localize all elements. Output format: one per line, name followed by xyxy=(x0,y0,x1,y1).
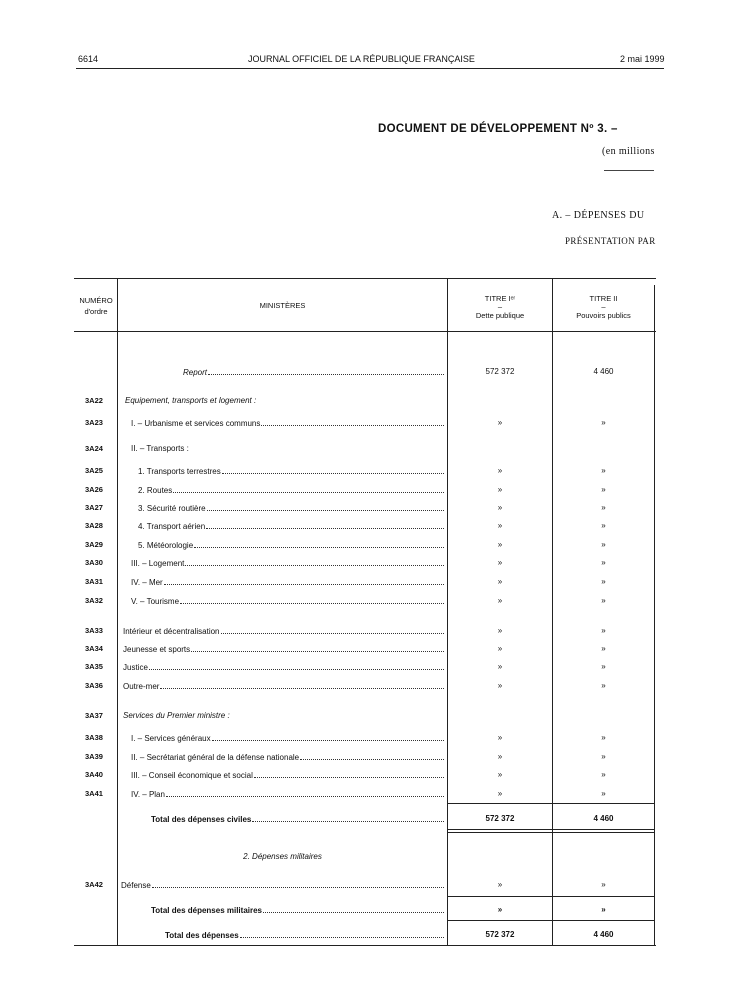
table-row xyxy=(0,733,731,747)
row-code: 3A28 xyxy=(85,521,103,530)
table-header-rule xyxy=(74,331,656,332)
row-value-titre1: » xyxy=(497,577,503,586)
table-row xyxy=(0,485,731,499)
table-row xyxy=(0,905,731,919)
header-titre2 xyxy=(553,293,654,321)
row-label: II. – Secrétariat général de la défense nationale xyxy=(131,752,444,762)
table-row xyxy=(0,503,731,517)
row-value-titre2: 4 460 xyxy=(593,367,614,376)
row-value-titre2: » xyxy=(601,466,606,475)
section-subheading: PRÉSENTATION PAR xyxy=(565,236,656,246)
row-label: 2. Routes xyxy=(138,485,444,495)
table-row xyxy=(0,396,731,410)
row-value-titre2: » xyxy=(601,485,606,494)
row-label: Intérieur et décentralisation xyxy=(123,626,444,636)
table-row xyxy=(0,558,731,572)
row-label: 5. Météorologie xyxy=(138,540,444,550)
row-code: 3A24 xyxy=(85,444,103,453)
row-value-titre1: » xyxy=(497,662,503,671)
row-label: I. – Services généraux xyxy=(131,733,444,743)
row-value-titre1: 572 372 xyxy=(485,814,515,823)
row-value-titre1: » xyxy=(497,503,503,512)
row-value-titre1: » xyxy=(497,540,503,549)
row-label: Outre-mer xyxy=(123,681,444,691)
row-value-titre1: » xyxy=(497,752,503,761)
row-value-titre1: 572 372 xyxy=(485,930,515,939)
subtotal-rule-top xyxy=(448,803,654,804)
table-row xyxy=(0,644,731,658)
row-label: II. – Transports : xyxy=(131,444,189,453)
row-value-titre1: » xyxy=(497,626,503,635)
unit-rule xyxy=(604,170,654,171)
row-code: 3A34 xyxy=(85,644,103,653)
row-value-titre2: » xyxy=(601,905,606,914)
table-row xyxy=(0,711,731,725)
table-row xyxy=(0,521,731,535)
table-row xyxy=(0,770,731,784)
row-value-titre2: » xyxy=(601,503,606,512)
document-title: DOCUMENT DE DÉVELOPPEMENT Nº 3. – xyxy=(378,123,618,135)
header-titre1-sub: Dette publique xyxy=(475,311,525,320)
table-row xyxy=(0,596,731,610)
table-row xyxy=(0,789,731,803)
row-code: 3A23 xyxy=(85,418,103,427)
row-label: Services du Premier ministre : xyxy=(123,711,230,720)
row-value-titre1: » xyxy=(497,485,503,494)
table-row xyxy=(0,444,731,458)
header-numero: NUMÉRO d'ordre xyxy=(79,296,113,316)
table-row xyxy=(0,852,731,866)
row-code: 3A26 xyxy=(85,485,103,494)
row-label: Total des dépenses xyxy=(165,930,444,940)
row-label: 3. Sécurité routière xyxy=(138,503,444,513)
row-label: III. – Conseil économique et social xyxy=(131,770,444,780)
row-value-titre2: » xyxy=(601,662,606,671)
row-code: 3A40 xyxy=(85,770,103,779)
row-value-titre1: 572 372 xyxy=(485,367,515,376)
row-label: III. – Logement xyxy=(131,558,444,568)
row-code: 3A41 xyxy=(85,789,103,798)
table-top-rule xyxy=(74,278,656,279)
page-date: 2 mai 1999 xyxy=(620,54,665,64)
row-value-titre2: » xyxy=(601,626,606,635)
row-value-titre1: » xyxy=(497,466,503,475)
unit-note: (en millions xyxy=(602,146,655,157)
row-label: IV. – Mer xyxy=(131,577,444,587)
row-code: 3A27 xyxy=(85,503,103,512)
row-value-titre1: » xyxy=(497,558,503,567)
row-value-titre1: » xyxy=(497,905,503,914)
section-heading: A. – DÉPENSES DU xyxy=(552,210,645,221)
row-value-titre2: » xyxy=(601,558,606,567)
header-titre2-title: TITRE II xyxy=(589,294,618,303)
row-value-titre2: 4 460 xyxy=(593,930,614,939)
row-value-titre2: » xyxy=(601,770,606,779)
row-code: 3A33 xyxy=(85,626,103,635)
row-code: 3A31 xyxy=(85,577,103,586)
row-value-titre2: 4 460 xyxy=(593,814,614,823)
row-value-titre1: » xyxy=(497,681,503,690)
row-value-titre2: » xyxy=(601,521,606,530)
row-label: Total des dépenses militaires xyxy=(151,905,444,915)
row-code: 3A35 xyxy=(85,662,103,671)
header-rule xyxy=(76,68,664,69)
table-row xyxy=(0,681,731,695)
row-value-titre1: » xyxy=(497,770,503,779)
row-value-titre1: » xyxy=(497,418,503,427)
row-label: V. – Tourisme xyxy=(131,596,444,606)
row-label: 1. Transports terrestres xyxy=(138,466,444,476)
col-divider-4 xyxy=(654,285,655,946)
journal-title: JOURNAL OFFICIEL DE LA RÉPUBLIQUE FRANÇAISE xyxy=(248,54,475,64)
row-value-titre1: » xyxy=(497,733,503,742)
header-ministeres: MINISTÈRES xyxy=(259,301,306,310)
row-value-titre2: » xyxy=(601,733,606,742)
table-row xyxy=(0,626,731,640)
subtotal-rule-bottom-2 xyxy=(448,832,654,833)
row-label: Report xyxy=(183,367,444,377)
table-row xyxy=(0,662,731,676)
row-value-titre1: » xyxy=(497,789,503,798)
row-value-titre2: » xyxy=(601,577,606,586)
table-row xyxy=(0,367,731,381)
row-value-titre2: » xyxy=(601,880,606,889)
header-titre1 xyxy=(448,293,552,321)
table-row xyxy=(0,540,731,554)
row-value-titre2: » xyxy=(601,418,606,427)
table-row xyxy=(0,930,731,944)
row-value-titre2: » xyxy=(601,681,606,690)
row-value-titre2: » xyxy=(601,752,606,761)
row-value-titre2: » xyxy=(601,540,606,549)
header-titre2-dash: – xyxy=(601,302,606,311)
table-row xyxy=(0,418,731,432)
subtotal-rule-bottom xyxy=(448,829,654,830)
table-row xyxy=(0,577,731,591)
row-label: 2. Dépenses militaires xyxy=(243,852,322,861)
row-label: Défense xyxy=(121,880,444,890)
header-titre1-title: TITRE Iᵉʳ xyxy=(484,294,516,303)
row-value-titre2: » xyxy=(601,789,606,798)
row-value-titre1: » xyxy=(497,644,503,653)
row-label: I. – Urbanisme et services communs xyxy=(131,418,444,428)
row-label: Equipement, transports et logement : xyxy=(125,396,257,405)
table-row xyxy=(0,466,731,480)
header-titre1-dash: – xyxy=(497,302,503,311)
row-code: 3A39 xyxy=(85,752,103,761)
page-number: 6614 xyxy=(78,54,99,64)
row-value-titre1: » xyxy=(497,521,503,530)
table-bottom-rule xyxy=(74,945,656,946)
table-row xyxy=(0,752,731,766)
row-value-titre1: » xyxy=(497,880,503,889)
row-code: 3A29 xyxy=(85,540,103,549)
table-row xyxy=(0,880,731,894)
row-label: Jeunesse et sports xyxy=(123,644,444,654)
row-label: Total des dépenses civiles xyxy=(151,814,444,824)
row-label: Justice xyxy=(123,662,444,672)
header-titre2-sub: Pouvoirs publics xyxy=(576,311,631,320)
mil-total-rule-top xyxy=(448,896,654,897)
row-label: IV. – Plan xyxy=(131,789,444,799)
row-code: 3A42 xyxy=(85,880,103,889)
row-code: 3A30 xyxy=(85,558,103,567)
row-code: 3A32 xyxy=(85,596,103,605)
mil-total-rule-bottom xyxy=(448,920,654,921)
row-code: 3A38 xyxy=(85,733,103,742)
row-code: 3A25 xyxy=(85,466,103,475)
row-value-titre2: » xyxy=(601,644,606,653)
row-code: 3A36 xyxy=(85,681,103,690)
row-label: 4. Transport aérien xyxy=(138,521,444,531)
row-code: 3A22 xyxy=(85,396,103,405)
row-value-titre1: » xyxy=(497,596,503,605)
row-value-titre2: » xyxy=(601,596,606,605)
table-row xyxy=(0,814,731,828)
row-code: 3A37 xyxy=(85,711,103,720)
